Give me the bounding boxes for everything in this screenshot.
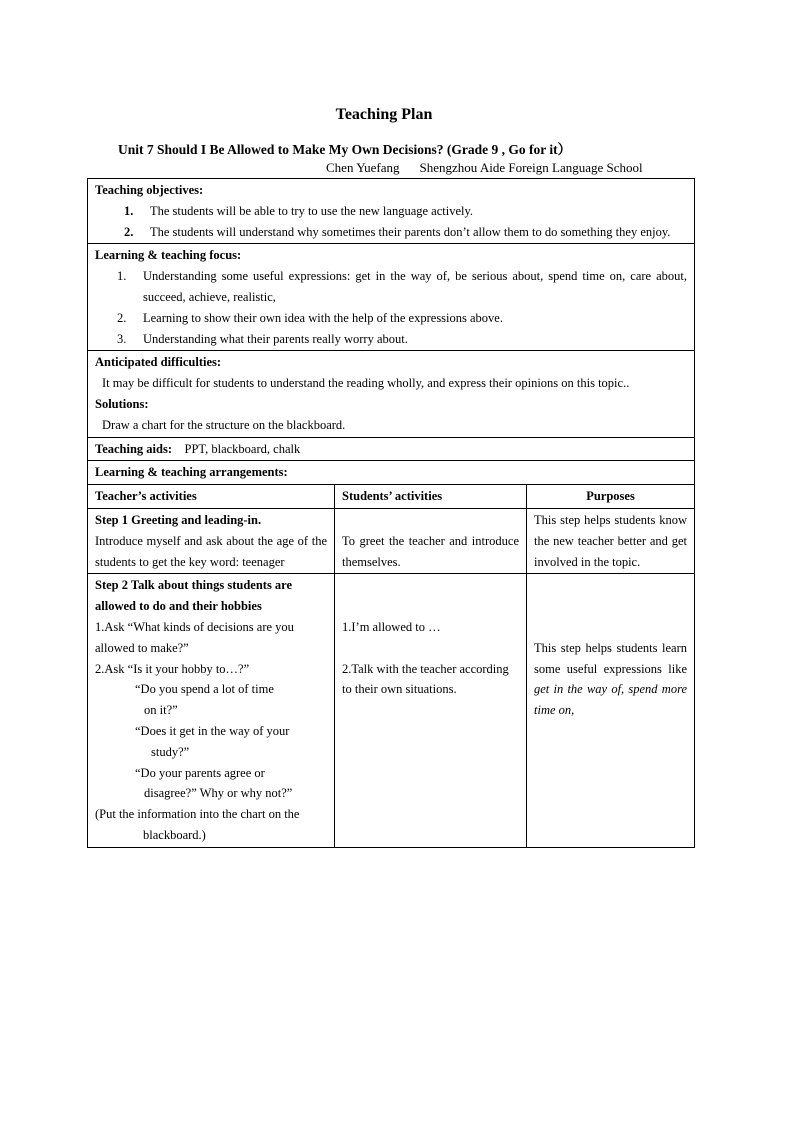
objectives-cell <box>88 179 695 244</box>
focus-item <box>95 329 687 350</box>
question-get-in-way-line2: study?” <box>151 744 190 759</box>
aids-text: PPT, blackboard, chalk <box>184 441 301 456</box>
step2-students-text-2: 2.Talk with the teacher according to their own situations. <box>342 661 509 697</box>
step2-ask-decisions: 1.Ask “What kinds of decisions are you allowed to make?” <box>95 619 294 655</box>
focus-text: Learning to show their own idea with the help of the expressions above. <box>143 310 503 325</box>
focus-number: 2. <box>117 310 127 325</box>
solutions-heading: Solutions: <box>95 396 149 411</box>
teaching-plan-table <box>87 178 695 848</box>
step2-ask-hobby: 2.Ask “Is it your hobby to…?” <box>95 661 250 676</box>
question-parents-line2: disagree?” Why or why not?” <box>144 786 293 801</box>
author-name: Chen Yuefang <box>326 160 400 175</box>
step2-note-line2: blackboard.) <box>143 827 206 842</box>
objective-text: The students will understand why sometimes their parents don’t allow them to do something they enjoy. <box>150 224 671 239</box>
step2-students-text-1: 1.I’m allowed to … <box>342 619 441 634</box>
focus-text: Understanding what their parents really worry about. <box>143 331 408 346</box>
question-spend-time-line1: “Do you spend a lot of time <box>135 682 274 697</box>
focus-text: Understanding some useful expressions: get in the way of, be serious about, spend time on, care about, succeed, achieve, realistic, <box>143 269 688 304</box>
step1-row <box>88 508 695 573</box>
step2-purpose-cell <box>527 574 695 847</box>
step1-title: Step 1 Greeting and leading-in. <box>95 512 262 527</box>
question-parents-line1: “Do your parents agree or <box>135 765 265 780</box>
step2-students-cell <box>335 574 527 847</box>
step1-students-text: To greet the teacher and introduce themselves. <box>342 533 519 569</box>
objective-number: 1. <box>124 203 134 218</box>
step1-purpose-text: This step helps students know the new teacher better and get involved in the topic. <box>527 508 695 573</box>
focus-row <box>88 244 695 351</box>
step2-purpose-lead: This step helps students learn some useful expressions like <box>534 640 688 676</box>
school-name: Shengzhou Aide Foreign Language School <box>419 160 643 175</box>
objectives-heading: Teaching objectives: <box>95 183 204 197</box>
step1-teacher-text: Introduce myself and ask about the age of the students to get the key word: teenager <box>95 533 327 569</box>
objective-item <box>95 222 687 243</box>
page-title: Teaching Plan <box>335 106 433 123</box>
step2-title: Step 2 Talk about things students are allowed to do and their hobbies <box>95 578 293 614</box>
column-header-purposes: Purposes <box>527 485 695 509</box>
step2-teacher-cell <box>88 574 335 847</box>
arrangements-row <box>88 461 695 485</box>
step1-teacher-cell <box>88 508 335 573</box>
objective-item <box>95 201 687 222</box>
aids-cell <box>88 437 695 461</box>
solutions-text: Draw a chart for the structure on the blackboard. <box>102 417 346 432</box>
focus-item <box>95 308 687 329</box>
step1-students-cell <box>335 508 527 573</box>
aids-heading: Teaching aids: <box>95 441 172 456</box>
aids-row <box>88 437 695 461</box>
focus-item <box>95 266 687 308</box>
difficulties-text: It may be difficult for students to understand the reading wholly, and express their opinions on this topic.. <box>102 376 630 391</box>
focus-heading: Learning & teaching focus: <box>95 248 242 263</box>
difficulties-cell <box>88 351 695 437</box>
objectives-row <box>88 179 695 244</box>
step2-purpose-expressions: get in the way of, spend more time on, <box>534 682 688 718</box>
focus-cell <box>88 244 695 351</box>
unit-subtitle: Unit 7 Should I Be Allowed to Make My Own Decisions? (Grade 9 , Go for it） <box>118 142 572 157</box>
arrangements-heading: Learning & teaching arrangements: <box>88 461 695 485</box>
question-get-in-way-line1: “Does it get in the way of your <box>135 723 290 738</box>
focus-number: 3. <box>117 331 127 346</box>
column-header-students: Students’ activities <box>335 485 527 509</box>
step2-row <box>88 574 695 847</box>
column-header-row <box>88 485 695 509</box>
step2-purpose-text <box>534 638 687 721</box>
objective-number: 2. <box>124 224 134 239</box>
step2-note-line1: (Put the information into the chart on the <box>95 807 300 822</box>
objective-text: The students will be able to try to use the new language actively. <box>150 203 474 218</box>
difficulties-row <box>88 351 695 437</box>
difficulties-heading: Anticipated difficulties: <box>95 355 222 370</box>
question-spend-time-line2: on it?” <box>144 703 178 718</box>
column-header-teacher: Teacher’s activities <box>88 485 335 509</box>
author-line <box>326 160 643 176</box>
focus-number: 1. <box>117 269 127 284</box>
